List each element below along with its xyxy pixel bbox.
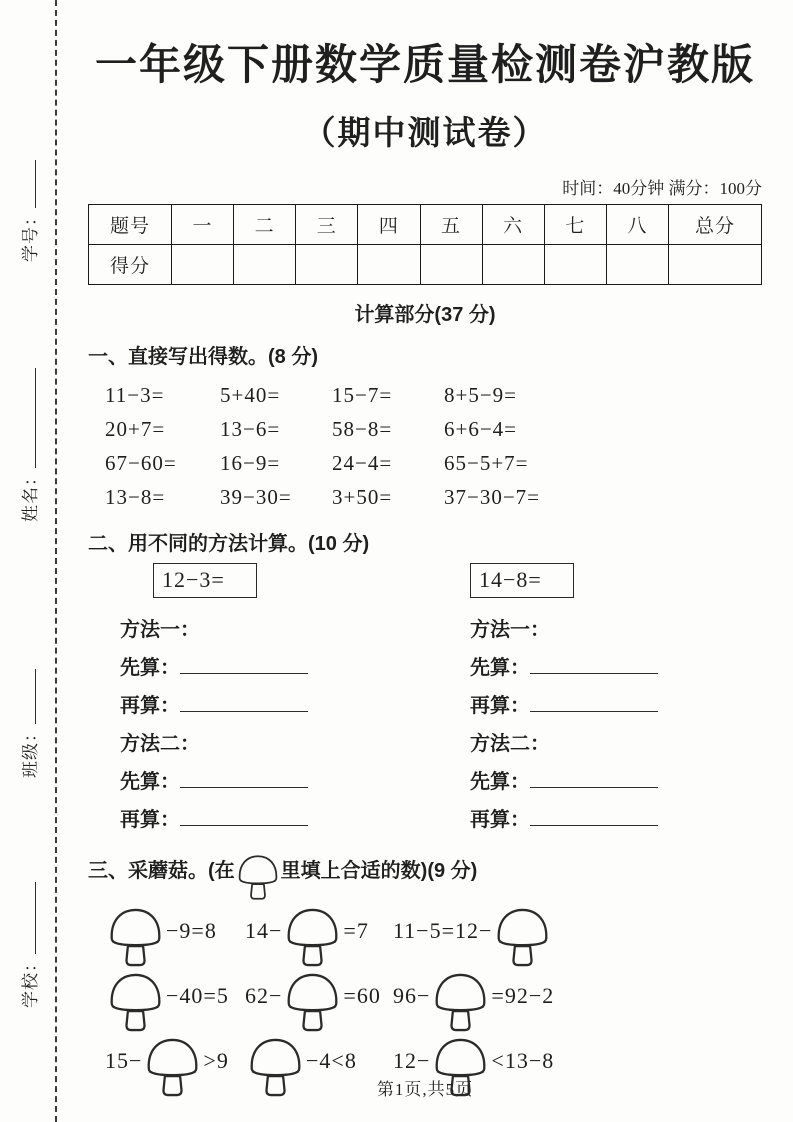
score-empty-cell [234, 245, 296, 285]
student-id-blank [18, 160, 36, 208]
problem-text: −9=8 [166, 917, 217, 943]
problem-text: =92−2 [491, 982, 555, 1008]
page-number: 第1页,共5页 [376, 1080, 474, 1099]
answer-blank [530, 767, 658, 788]
section3-heading [88, 844, 762, 893]
school-blank [18, 882, 36, 954]
problem: 6+6−4= [444, 416, 518, 441]
first-step-line [438, 765, 762, 794]
mushroom-icon [432, 971, 489, 1034]
problem: 8+5−9= [444, 382, 518, 407]
school-label-text: 学校： [21, 954, 40, 1008]
boxed-problem: 12−3= [153, 563, 257, 598]
problem: 20+7= [105, 416, 166, 441]
second-step-line [438, 803, 762, 832]
problem: 5+40= [220, 382, 281, 407]
problem: 13−6= [220, 416, 281, 441]
score-empty-cell [606, 245, 668, 285]
answer-blank [180, 653, 308, 674]
time-and-full-score: 时间：40分钟 满分：100分 [562, 179, 762, 198]
mushroom-icon [284, 971, 341, 1034]
class-blank [18, 669, 36, 724]
problem-text: =7 [343, 917, 369, 943]
answer-blank [180, 767, 308, 788]
answer-blank [180, 805, 308, 826]
section2-column-right [438, 563, 762, 832]
score-table-header-cell: 四 [358, 205, 420, 245]
problem-text: −40=5 [166, 982, 229, 1008]
mushroom-problem [105, 963, 245, 1028]
problem-text: 11−5=12− [393, 917, 493, 943]
first-step-label: 先算： [120, 771, 180, 793]
first-step-line [88, 651, 438, 680]
second-step-label: 再算： [120, 809, 180, 831]
score-table-header-cell: 总分 [669, 205, 762, 245]
problem: 3+50= [332, 484, 393, 509]
mushroom-problem [245, 963, 393, 1028]
problem-text: 14− [245, 917, 283, 943]
mushroom-problem [393, 963, 762, 1028]
score-table-header-cell: 五 [420, 205, 482, 245]
binding-dashed-line [55, 0, 57, 1122]
score-empty-cell [669, 245, 762, 285]
answer-blank [530, 691, 658, 712]
problem-text: −4<8 [306, 1047, 357, 1073]
mushroom-icon [107, 906, 164, 969]
second-step-line [88, 803, 438, 832]
problem: 13−8= [105, 484, 166, 509]
section2-column-left [88, 563, 438, 832]
method1-label: 方法一： [120, 619, 200, 641]
mushroom-problem [393, 898, 762, 963]
student-id-label-text: 学号： [21, 208, 40, 262]
problem-text: 12− [393, 1047, 431, 1073]
page-subtitle: （期中测试卷） [302, 116, 548, 152]
school-label [16, 882, 41, 1008]
problem: 16−9= [220, 450, 281, 475]
problem: 58−8= [332, 416, 393, 441]
section1-heading: 一、直接写出得数。(8 分) [88, 346, 318, 368]
method2-label: 方法二： [120, 733, 200, 755]
problem: 11−3= [105, 382, 165, 407]
problem-text: <13−8 [491, 1047, 555, 1073]
problem: 37−30−7= [444, 484, 541, 509]
score-table [88, 204, 762, 285]
mushroom-icon [494, 906, 551, 969]
section2-columns [88, 563, 762, 832]
score-table-header-row [89, 205, 762, 245]
score-table-header-cell: 八 [606, 205, 668, 245]
score-table-header-cell: 二 [234, 205, 296, 245]
problem: 39−30= [220, 484, 292, 509]
score-empty-cell [420, 245, 482, 285]
score-table-header-cell: 一 [172, 205, 234, 245]
mushroom-icon [107, 971, 164, 1034]
second-step-label: 再算： [470, 809, 530, 831]
answer-blank [180, 691, 308, 712]
class-label-text: 班级： [21, 724, 40, 778]
problem-text: =60 [343, 982, 381, 1008]
first-step-label: 先算： [470, 771, 530, 793]
problem-text: >9 [203, 1047, 229, 1073]
mushroom-problem [105, 898, 245, 963]
section1-problems [88, 378, 762, 514]
problem: 67−60= [105, 450, 177, 475]
problem: 15−7= [332, 382, 393, 407]
student-name-label [16, 368, 41, 522]
score-empty-cell [172, 245, 234, 285]
second-step-label: 再算： [470, 695, 530, 717]
section2-heading: 二、用不同的方法计算。(10 分) [88, 533, 370, 555]
mushroom-icon [284, 906, 341, 969]
student-id-label [16, 160, 41, 262]
second-step-line [438, 689, 762, 718]
student-name-blank [18, 368, 36, 468]
section3-heading-post: 里填上合适的数)(9 分) [280, 860, 478, 882]
student-name-label-text: 姓名： [21, 468, 40, 522]
part-title: 计算部分(37 分) [354, 304, 496, 326]
method2-label: 方法二： [470, 733, 550, 755]
score-empty-cell [358, 245, 420, 285]
class-label [16, 669, 41, 778]
score-empty-cell [544, 245, 606, 285]
problem-text: 15− [105, 1047, 143, 1073]
first-step-label: 先算： [120, 657, 180, 679]
score-table-header-cell: 六 [482, 205, 544, 245]
first-step-line [438, 651, 762, 680]
score-table-header-cell: 题号 [89, 205, 172, 245]
problem-text: 96− [393, 982, 431, 1008]
second-step-label: 再算： [120, 695, 180, 717]
score-label-cell: 得分 [89, 245, 172, 285]
score-table-score-row [89, 245, 762, 285]
section3-heading-pre: 三、采蘑菇。(在 [88, 860, 235, 882]
score-empty-cell [482, 245, 544, 285]
boxed-problem: 14−8= [470, 563, 574, 598]
mushroom-problem [245, 898, 393, 963]
answer-blank [530, 805, 658, 826]
answer-blank [530, 653, 658, 674]
page-title: 一年级下册数学质量检测卷沪教版 [94, 43, 755, 89]
score-empty-cell [296, 245, 358, 285]
problem: 24−4= [332, 450, 393, 475]
first-step-label: 先算： [470, 657, 530, 679]
first-step-line [88, 765, 438, 794]
paper-content [88, 0, 762, 1093]
second-step-line [88, 689, 438, 718]
section3-problems [88, 898, 762, 1093]
problem: 65−5+7= [444, 450, 529, 475]
score-table-header-cell: 三 [296, 205, 358, 245]
score-table-header-cell: 七 [544, 205, 606, 245]
problem-text: 62− [245, 982, 283, 1008]
mushroom-icon [236, 853, 280, 902]
method1-label: 方法一： [470, 619, 550, 641]
